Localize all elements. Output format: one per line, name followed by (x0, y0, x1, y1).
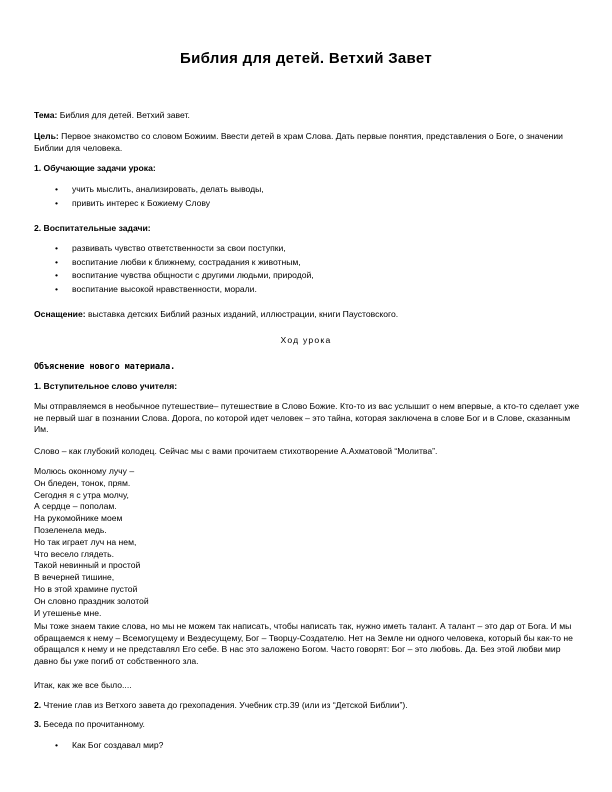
discussion-paragraph (34, 719, 582, 731)
poem-line: Он словно праздник золотой (34, 595, 149, 606)
list-item: • Как Бог создавал мир? (34, 740, 582, 752)
reading-text: Чтение глав из Ветхого завета до грехопадения. Учебник стр.39 (или из “Детской Библии”). (41, 700, 408, 710)
list-item: • воспитание высокой нравственности, морали. (34, 283, 582, 297)
poem-line: А сердце – пополам. (34, 501, 117, 512)
upbringing-list (34, 242, 582, 296)
poem-line: Он бледен, тонок, прям. (34, 477, 131, 488)
poem-line: Позеленела медь. (34, 524, 107, 535)
discussion-number: 3. (34, 719, 42, 729)
word-paragraph: Слово – как глубокий колодец. Сейчас мы с вами прочитаем стихотворение А.Ахматовой “Молитва”. (34, 446, 438, 456)
list-item: • учить мыслить, анализировать, делать выводы, (34, 183, 582, 197)
intro-paragraph: Мы отправляемся в необычное путешествие– путешествие в Слово Божие. Кто-то из вас услышит о нем впервые, а кто-то сделает уже не первый шаг в познании Слова. Дорога, по которой идет человек – это тайна, которая заключена в слове Бог и в Слове, сказанным Им. (34, 401, 580, 435)
teaching-list (34, 183, 582, 210)
reading-paragraph (34, 700, 582, 712)
list-item: • привить интерес к Божиему Слову (34, 197, 582, 211)
poem-line: В вечерней тишине, (34, 572, 115, 583)
poem-line: Молюсь оконному лучу – (34, 466, 135, 476)
poem-line: Сегодня я с утра молчу, (34, 489, 129, 500)
discussion-text: Беседа по прочитанному. (41, 719, 145, 729)
topic-text: Библия для детей. Ветхий завет. (57, 110, 190, 120)
explanation-heading: Объяснение нового материала. (34, 361, 176, 371)
goal-text: Первое знакомство со словом Божиим. Ввести детей в храм Слова. Дать первые понятия, представления о Боге, о значении Библии для человека. (34, 131, 563, 153)
equipment-label: Оснащение: (34, 309, 86, 319)
intro-heading: 1. Вступительное слово учителя: (34, 381, 178, 391)
poem-line: На рукомойнике моем (34, 513, 123, 524)
list-item: • воспитание чувства общности с другими людьми, природой, (34, 269, 582, 283)
reading-number: 2. (34, 700, 42, 710)
goal-paragraph (34, 131, 582, 154)
poem-line: Но в этой храмине пустой (34, 583, 138, 594)
lesson-heading: Ход урока (280, 335, 332, 345)
equipment-paragraph (34, 309, 582, 321)
teaching-heading: 1. Обучающие задачи урока: (34, 163, 156, 173)
equipment-text: выставка детских Библий разных изданий, иллюстрации, книги Паустовского. (85, 309, 399, 319)
topic-paragraph (34, 110, 582, 122)
questions-list (34, 740, 582, 752)
poem-line: И утешенье мне. (34, 607, 102, 618)
goal-label: Цель: (34, 131, 59, 141)
after-poem-paragraph: Мы тоже знаем такие слова, но мы не можем так написать, чтобы написать так, нужно иметь талант. А талант – это дар от Бога. И мы обращаемся к нему – Всемогущему и Вездесущему, Бог – Творцу-Создателю. Нет на Земле ни одного человека, который бы как-то не обращался к нему и не представлял Его себе. В нас это заложено Богом. Часто говорят: Бог – это любовь. Да. Без этой любви мир давно бы уже погиб от собственного зла. (34, 621, 573, 666)
poem (34, 466, 582, 619)
page-title: Библия для детей. Ветхий Завет (180, 50, 432, 67)
topic-label: Тема: (34, 110, 58, 120)
poem-line: Что весело глядеть. (34, 548, 114, 559)
list-item: • развивать чувство ответственности за свои поступки, (34, 242, 582, 256)
poem-line: Такой невинный и простой (34, 560, 141, 571)
upbringing-heading: 2. Воспитательные задачи: (34, 223, 151, 233)
so-paragraph: Итак, как же все было.... (34, 680, 132, 690)
list-item: • воспитание любви к ближнему, сострадания к животным, (34, 256, 582, 270)
poem-line: Но так играет луч на нем, (34, 536, 137, 547)
